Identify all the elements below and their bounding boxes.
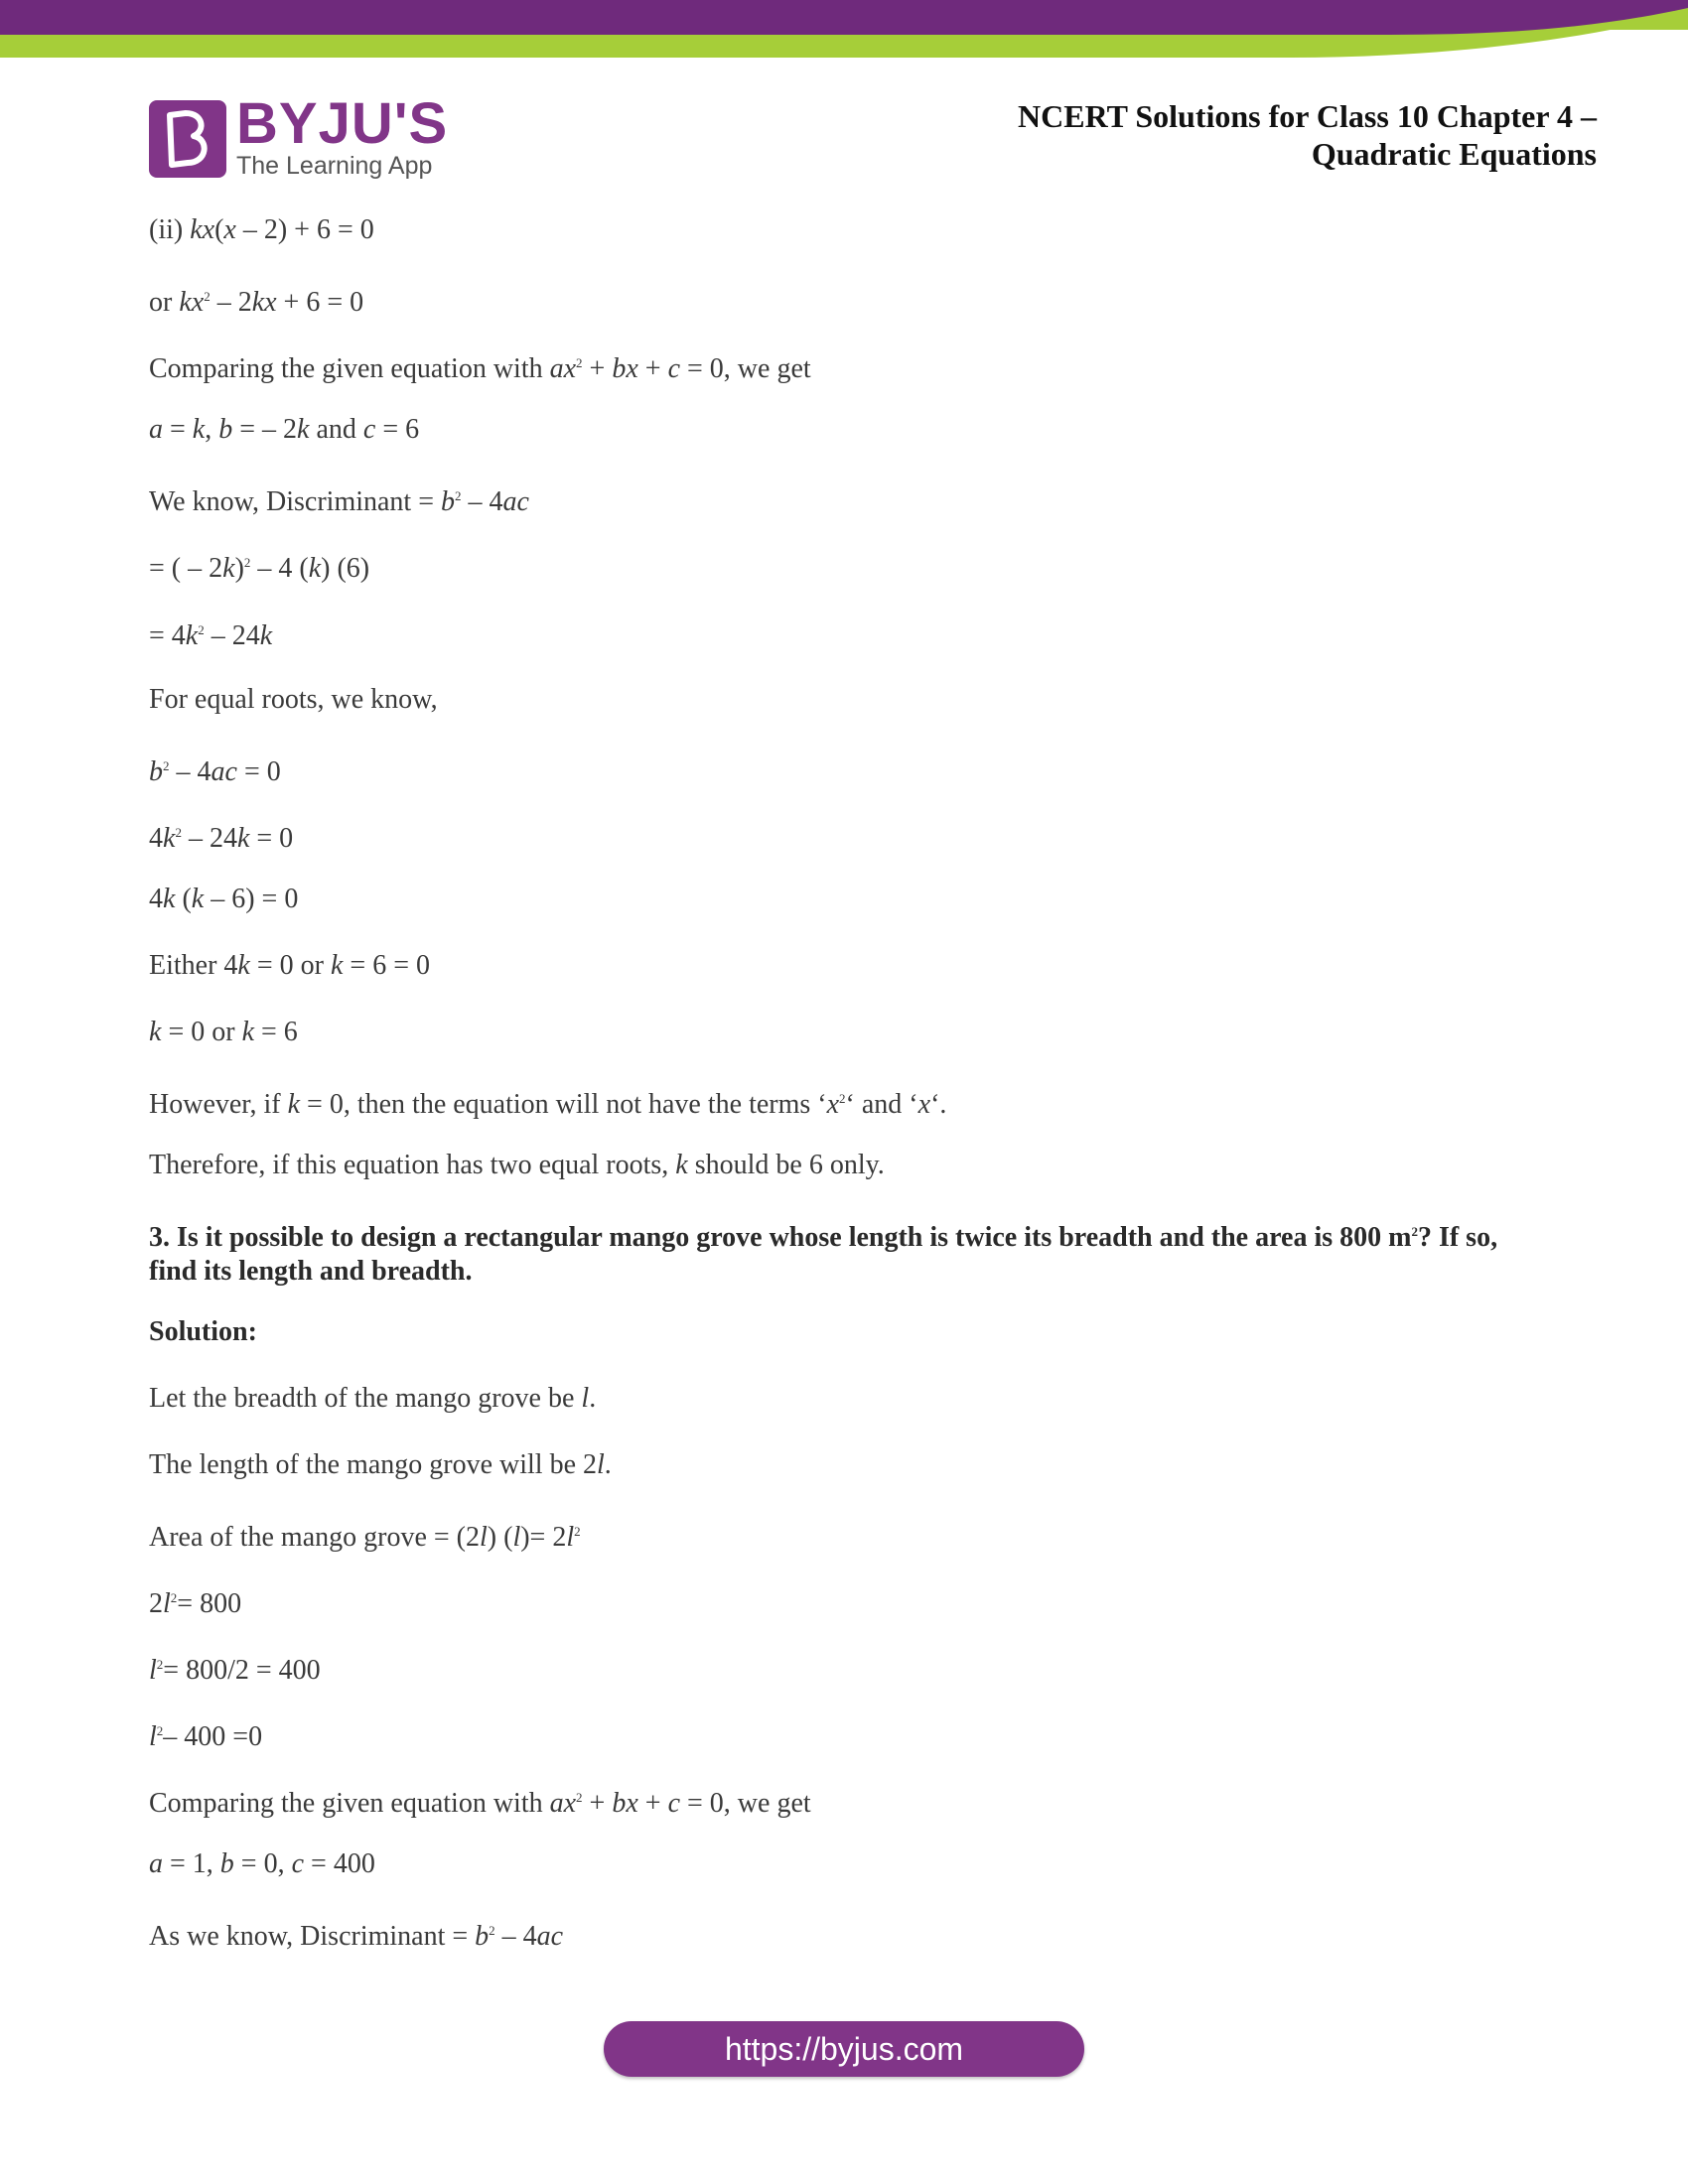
document-title-line-1: NCERT Solutions for Class 10 Chapter 4 – — [1018, 98, 1597, 134]
text-line: We know, Discriminant = $b^2 - 4ac$ — [149, 486, 529, 517]
byjus-logo-mark — [149, 100, 226, 178]
text-line: 4k (k – 6) = 0 — [149, 884, 299, 914]
text-line: Area of the mango grove = (2l) $(l)= 2l^2$ — [149, 1522, 581, 1553]
text-line: The length of the mango grove will be 2l. — [149, 1449, 612, 1480]
text-line: $2l^2= 800$ — [149, 1588, 242, 1619]
text-line: a = 1, b = 0, c = 400 — [149, 1848, 375, 1879]
text-line: $l^2= 800/2 = 400$ — [149, 1655, 321, 1686]
text-line: $l^2-$ 400 =0 — [149, 1721, 263, 1752]
text-line: $b^2 - 4ac = 0$ — [149, 756, 281, 787]
text-line: (ii) kx(x – 2) + 6 = 0 — [149, 214, 374, 245]
text-line: = ( – 2k)$^2$ – 4 (k) (6) — [149, 553, 370, 584]
text-line: k = 0 or k = 6 — [149, 1017, 298, 1047]
text-line: As we know, Discriminant = $b^2 - 4ac$ — [149, 1921, 564, 1952]
text-line: Either 4k = 0 or k = 6 = 0 — [149, 950, 431, 981]
text-line: Therefore, if this equation has two equal roots, k should be 6 only. — [149, 1150, 885, 1180]
solution-heading: Solution: — [149, 1316, 257, 1347]
b-letter-icon — [160, 109, 215, 169]
byjus-logo — [149, 91, 449, 181]
text-line: Comparing the given equation with $ax^2$ + bx + c = 0, we get — [149, 353, 811, 384]
text-line: For equal roots, we know, — [149, 684, 438, 715]
brand-tagline: The Learning App — [236, 152, 433, 180]
brand-name: BYJU'S — [236, 91, 449, 156]
header-band — [0, 0, 1688, 60]
text-line: Comparing the given equation with $ax^2$ + bx + c = 0, we get — [149, 1788, 811, 1819]
question-3: 3. Is it possible to design a rectangular mango grove whose length is twice its breadth and the area is 800 $m^2$? If so, find its length and breadth. — [149, 1222, 1498, 1287]
document-title-line-2: Quadratic Equations — [1311, 136, 1597, 172]
text-line: = $4k^2 - 24k$ — [149, 620, 273, 651]
text-line: Let the breadth of the mango grove be l. — [149, 1383, 597, 1414]
footer-url-link[interactable]: https://byjus.com — [604, 2021, 1084, 2077]
text-line: or $kx^2 - 2kx + 6 = 0$ — [149, 287, 364, 318]
text-line: $4k^2 - 24k = 0$ — [149, 823, 294, 854]
text-line: However, if k = 0, then the equation will not have the terms ‘$x^2‘$ and ‘x‘. — [149, 1089, 947, 1120]
text-line: a = k, b = – 2k and c = 6 — [149, 414, 420, 445]
document-title — [1018, 97, 1597, 173]
